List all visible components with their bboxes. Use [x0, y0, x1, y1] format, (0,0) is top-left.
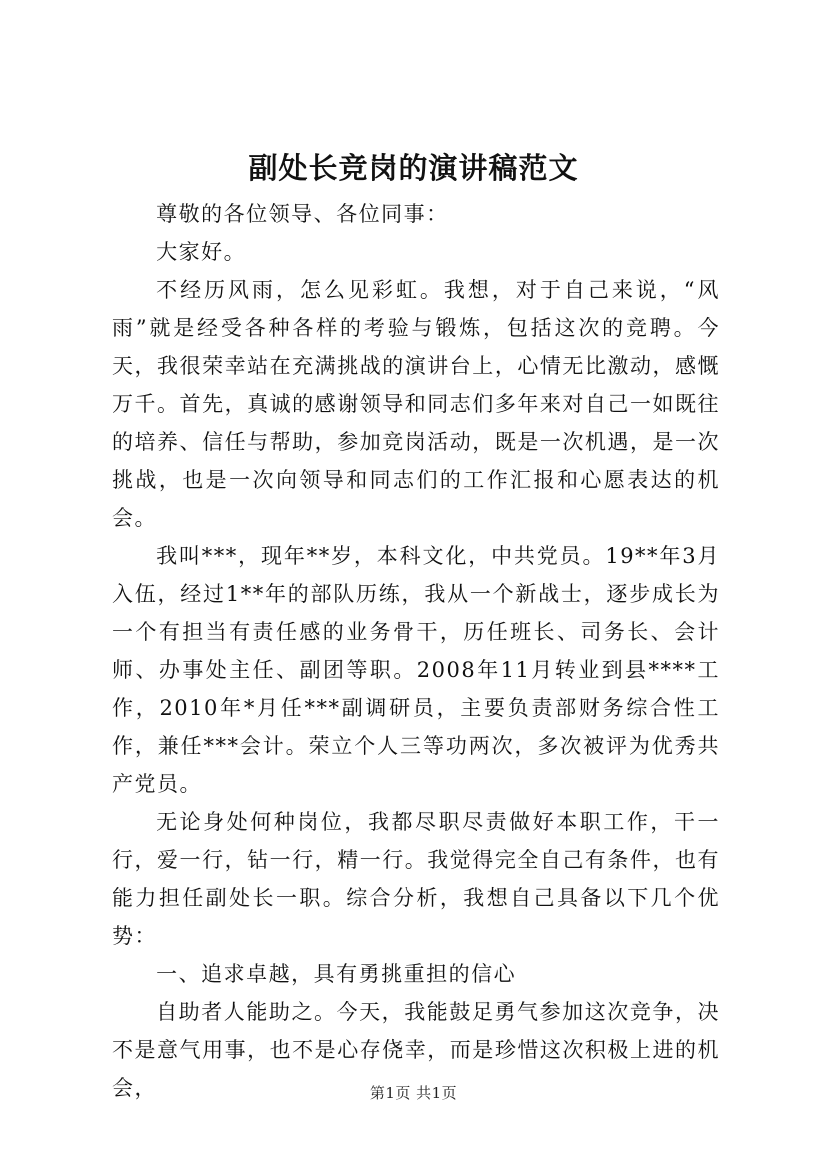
- document-body: [112, 195, 720, 1107]
- section-heading-1: 一、追求卓越，具有勇挑重担的信心: [156, 962, 517, 986]
- paragraph-section-1: 自助者人能助之。今天，我能鼓足勇气参加这次竞争，决不是意气用事，也不是心存侥幸，而是珍惜这次积极上进的机会，: [112, 1000, 720, 1100]
- page-footer: 第1页 共1页: [369, 1084, 458, 1102]
- paragraph-intro: 不经历风雨，怎么见彩虹。我想，对于自己来说，“风雨”就是经受各种各样的考验与锻炼，包括这次的竞聘。今天，我很荣幸站在充满挑战的演讲台上，心情无比激动，感慨万千。首先，真诚的感谢领导和同志们多年来对自己一如既往的培养、信任与帮助，参加竞岗活动，既是一次机遇，是一次挑战，也是一次向领导和同志们的工作汇报和心愿表达的机会。: [112, 278, 720, 530]
- paragraph-background: 我叫***，现年**岁，本科文化，中共党员。19**年3月入伍，经过1**年的部队历练，我从一个新战士，逐步成长为一个有担当有责任感的业务骨干，历任班长、司务长、会计师、办事处主任、副团等职。2008年11月转业到县****工作，2010年*月任***副调研员，主要负责部财务综合性工作，兼任***会计。荣立个人三等功两次，多次被评为优秀共产党员。: [112, 544, 720, 796]
- paragraph-salutation: 尊敬的各位领导、各位同事：: [156, 202, 449, 226]
- paragraph-greeting: 大家好。: [156, 240, 247, 264]
- document-title: 副处长竞岗的演讲稿范文: [248, 151, 579, 185]
- paragraph-attitude: 无论身处何种岗位，我都尽职尽责做好本职工作，干一行，爱一行，钻一行，精一行。我觉得完全自己有条件，也有能力担任副处长一职。综合分析，我想自己具备以下几个优势：: [112, 810, 720, 948]
